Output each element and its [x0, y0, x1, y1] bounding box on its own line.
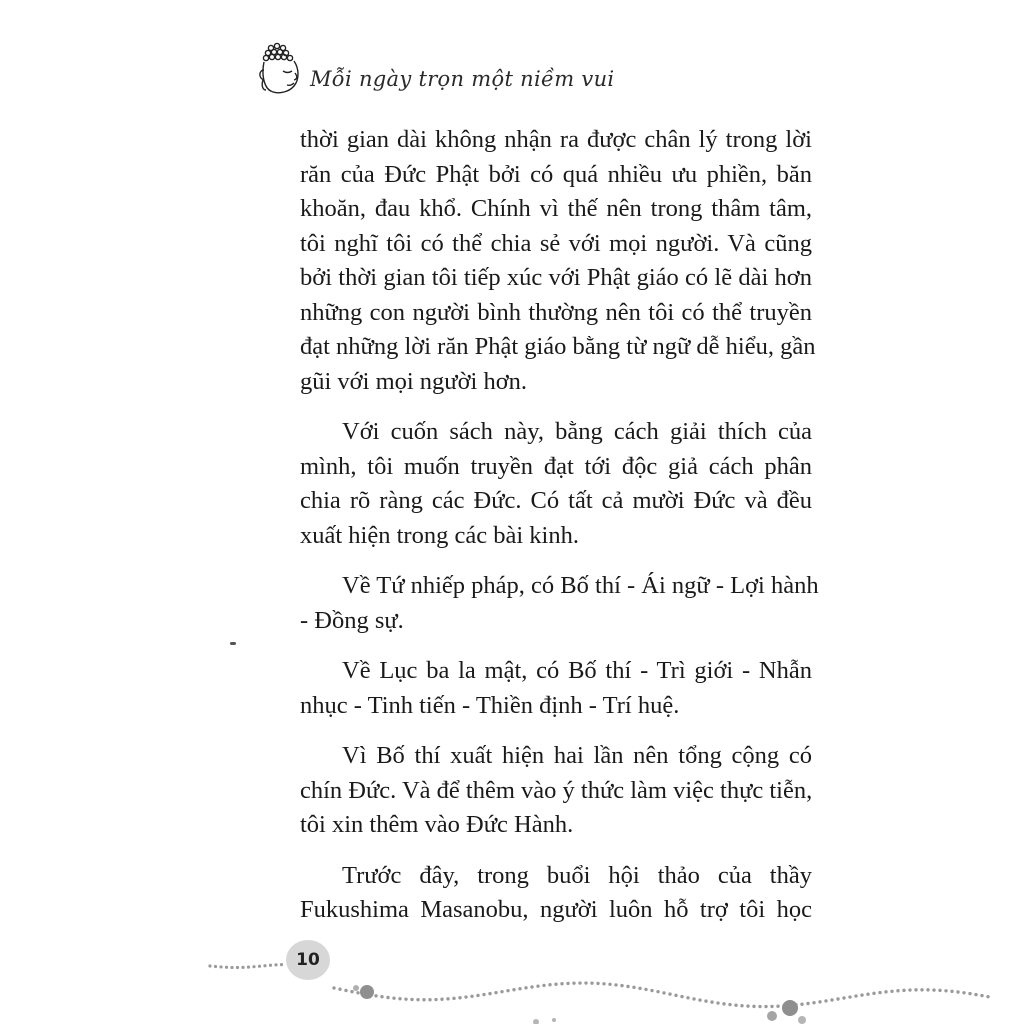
text-line: tôi xin thêm vào Đức Hành.: [300, 811, 574, 838]
decoration-dot: [566, 982, 569, 985]
decoration-dot: [608, 983, 611, 986]
text-line: chia rõ ràng các Đức. Có tất cả mười Đức và đều: [300, 487, 812, 514]
decoration-dot: [614, 983, 617, 986]
decoration-dot: [482, 993, 485, 996]
decoration-dot: [632, 986, 635, 989]
decoration-dot: [386, 996, 389, 999]
decoration-dot: [767, 1011, 777, 1021]
decoration-dot: [800, 1003, 803, 1006]
decoration-dot: [530, 985, 533, 988]
decoration-dot: [572, 981, 575, 984]
decoration-dot: [500, 990, 503, 993]
decoration-dot: [782, 1000, 798, 1016]
decoration-dot: [806, 1002, 809, 1005]
decoration-dot: [512, 988, 515, 991]
decoration-dot: [494, 991, 497, 994]
decoration-dot: [247, 965, 250, 968]
decoration-dot: [692, 997, 695, 1000]
decoration-dot: [950, 990, 953, 993]
decoration-dot: [398, 997, 401, 1000]
decoration-dot: [920, 988, 923, 991]
decoration-dot: [740, 1004, 743, 1007]
decoration-dot: [506, 989, 509, 992]
text-line: Với cuốn sách này, bằng cách giải thích của: [342, 418, 812, 445]
decoration-dot: [258, 965, 261, 968]
decoration-dot: [584, 981, 587, 984]
decoration-dot: [536, 984, 539, 987]
decoration-dot: [353, 985, 359, 991]
decoration-dot: [680, 995, 683, 998]
decoration-dot: [842, 996, 845, 999]
paragraph: [300, 739, 812, 843]
decoration-dot: [350, 990, 353, 993]
text-line: Fukushima Masanobu, người luôn hỗ trợ tôi học: [300, 896, 812, 923]
text-line: chín Đức. Và để thêm vào ý thức làm việc thực tiễn,: [300, 776, 813, 804]
decoration-dot: [344, 989, 347, 992]
decoration-dot: [656, 990, 659, 993]
decoration-dot: [746, 1004, 749, 1007]
decoration-dot: [872, 992, 875, 995]
decoration-dot: [854, 994, 857, 997]
text-line: mình, tôi muốn truyền đạt tới độc giả cách phân: [300, 452, 812, 480]
decoration-dot: [662, 991, 665, 994]
paragraph: [300, 569, 819, 638]
decoration-dot: [280, 963, 283, 966]
decoration-dot: [944, 989, 947, 992]
decoration-dot: [798, 1016, 806, 1024]
decoration-dot: [590, 981, 593, 984]
decoration-dot: [263, 964, 266, 967]
text-line: gũi với mọi người hơn.: [300, 367, 528, 395]
decoration-dot: [225, 966, 228, 969]
text-line: bởi thời gian tôi tiếp xúc với Phật giáo có lẽ dài hơn: [300, 264, 812, 291]
decoration-dot: [338, 988, 341, 991]
decoration-dot: [704, 999, 707, 1002]
decoration-dot: [524, 986, 527, 989]
decoration-dot: [214, 965, 217, 968]
decoration-dot: [360, 985, 374, 999]
decoration-dot: [470, 995, 473, 998]
decoration-dot: [710, 1000, 713, 1003]
decoration-dot: [374, 994, 377, 997]
paragraph: [300, 123, 816, 399]
monk-face-icon: [254, 40, 304, 100]
decoration-dot: [236, 966, 239, 969]
page-number: 10: [286, 940, 330, 980]
decoration-dot: [554, 982, 557, 985]
decoration-dot: [974, 993, 977, 996]
decoration-dot: [252, 965, 255, 968]
running-header-title: Mỗi ngày trọn một niềm vui: [310, 67, 615, 91]
text-line: nhục - Tinh tiến - Thiền định - Trí huệ.: [300, 691, 680, 719]
decoration-dot: [476, 994, 479, 997]
decoration-dot: [230, 966, 233, 969]
decoration-dot: [716, 1001, 719, 1004]
decoration-dot: [578, 981, 581, 984]
decoration-dot: [269, 964, 272, 967]
decoration-dot: [440, 998, 443, 1001]
decoration-dot: [764, 1005, 767, 1008]
decoration-dot: [380, 995, 383, 998]
decoration-dot: [446, 997, 449, 1000]
decoration-dot: [332, 986, 335, 989]
decoration-dot: [620, 984, 623, 987]
decoration-dot: [428, 998, 431, 1001]
decoration-dot: [956, 990, 959, 993]
decoration-dot: [626, 985, 629, 988]
decoration-dot: [926, 988, 929, 991]
text-line: - Đồng sự.: [300, 606, 404, 634]
decoration-dot: [686, 996, 689, 999]
paragraph: [300, 654, 812, 723]
decoration-dot: [560, 982, 563, 985]
decoration-dot: [938, 989, 941, 992]
decoration-dot: [884, 990, 887, 993]
text-line: Vì Bố thí xuất hiện hai lần nên tổng cộng có: [342, 742, 812, 769]
decoration-dot: [770, 1005, 773, 1008]
decoration-dot: [410, 998, 413, 1001]
text-line: Trước đây, trong buổi hội thảo của thầy: [342, 861, 812, 889]
decoration-dot: [836, 997, 839, 1000]
decoration-dot: [878, 991, 881, 994]
decoration-dot: [422, 998, 425, 1001]
decoration-dot: [968, 992, 971, 995]
decoration-dot: [980, 994, 983, 997]
text-line: khoăn, đau khổ. Chính vì thế nên trong thâm tâm,: [300, 195, 812, 222]
paragraph: [300, 859, 812, 928]
decoration-dot: [488, 992, 491, 995]
decoration-dot: [356, 991, 359, 994]
decoration-dot: [698, 998, 701, 1001]
decoration-dot: [728, 1003, 731, 1006]
decoration-dot: [986, 995, 989, 998]
decoration-dot: [219, 965, 222, 968]
decoration-dot: [458, 996, 461, 999]
text-line: Về Lục ba la mật, có Bố thí - Trì giới - Nhẫn: [342, 657, 812, 684]
decoration-dot: [812, 1001, 815, 1004]
decoration-dot: [890, 990, 893, 993]
decoration-dot: [848, 995, 851, 998]
decoration-dot: [548, 983, 551, 986]
decoration-dot: [542, 984, 545, 987]
decoration-dot: [644, 988, 647, 991]
dotted-wave-decoration: [0, 950, 1024, 1024]
decoration-dot: [602, 982, 605, 985]
decoration-dot: [776, 1005, 779, 1008]
decoration-dot: [241, 966, 244, 969]
decoration-dot: [824, 999, 827, 1002]
text-line: răn của Đức Phật bởi có quá nhiều ưu phiền, băn: [300, 160, 812, 188]
decoration-dot: [860, 993, 863, 996]
decoration-dot: [208, 964, 211, 967]
decoration-dot: [962, 991, 965, 994]
decoration-dot: [818, 1000, 821, 1003]
decoration-dot: [452, 997, 455, 1000]
text-line: Về Tứ nhiếp pháp, có Bố thí - Ái ngữ - Lợi hành: [342, 572, 819, 599]
decoration-dot: [674, 994, 677, 997]
decoration-dot: [902, 989, 905, 992]
decoration-dot: [914, 988, 917, 991]
decoration-dot: [638, 987, 641, 990]
decoration-dot: [866, 993, 869, 996]
body-text: [300, 123, 819, 928]
decoration-dot: [908, 988, 911, 991]
text-line: thời gian dài không nhận ra được chân lý trong lời: [300, 126, 812, 153]
decoration-dot: [650, 989, 653, 992]
decoration-dot: [596, 982, 599, 985]
decoration-dot: [758, 1005, 761, 1008]
decoration-dot: [752, 1005, 755, 1008]
text-line: tôi nghĩ tôi có thể chia sẻ với mọi người. Và cũng: [300, 229, 812, 257]
decoration-dot: [722, 1002, 725, 1005]
text-line: đạt những lời răn Phật giáo bằng từ ngữ dễ hiểu, gần: [300, 333, 816, 360]
paragraph: [300, 415, 812, 553]
decoration-dot: [668, 992, 671, 995]
running-header: [254, 40, 614, 100]
decoration-dot: [404, 997, 407, 1000]
print-mark: [230, 642, 236, 645]
text-line: xuất hiện trong các bài kinh.: [300, 521, 579, 549]
decoration-dot: [896, 989, 899, 992]
decoration-dot: [932, 988, 935, 991]
text-line: những con người bình thường nên tôi có thể truyền: [300, 298, 812, 326]
decoration-dot: [274, 963, 277, 966]
decoration-dot: [416, 998, 419, 1001]
decoration-dot: [734, 1004, 737, 1007]
decoration-dot: [392, 996, 395, 999]
decoration-dot: [533, 1019, 539, 1024]
decoration-dot: [552, 1018, 556, 1022]
decoration-dot: [464, 995, 467, 998]
decoration-dot: [830, 998, 833, 1001]
decoration-dot: [434, 998, 437, 1001]
decoration-dot: [518, 987, 521, 990]
